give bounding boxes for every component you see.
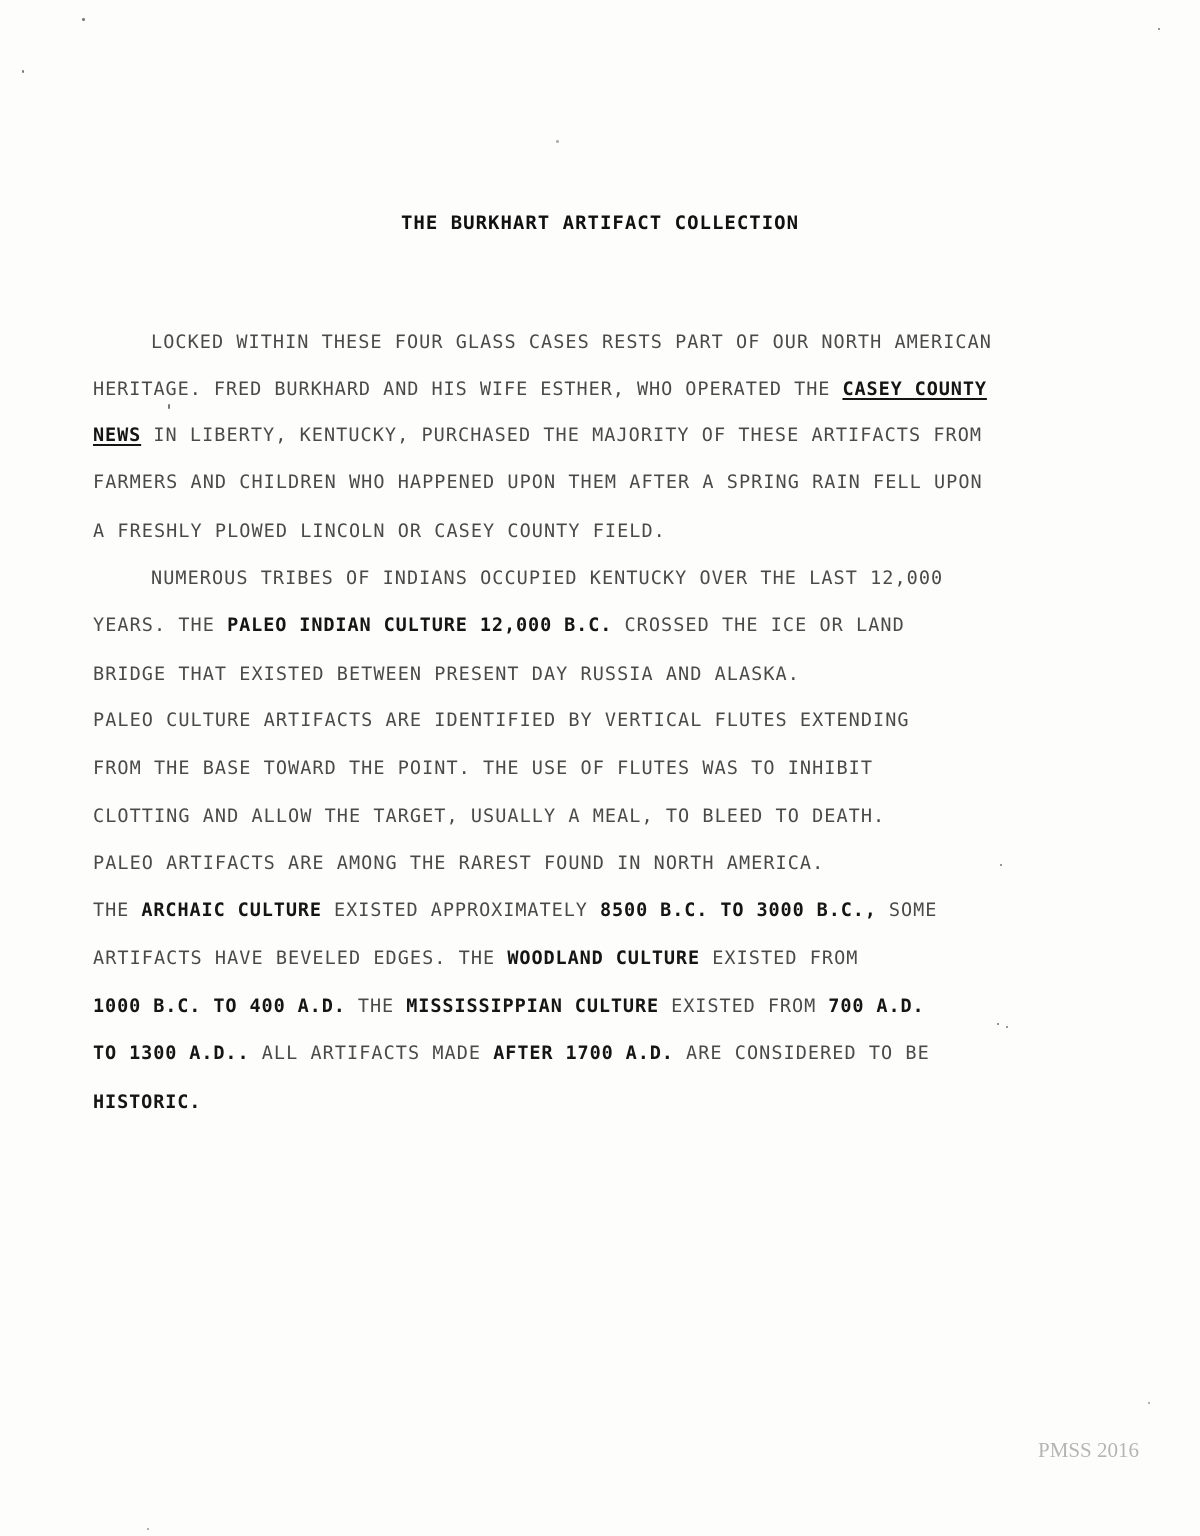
scan-speck — [1148, 1402, 1150, 1404]
text-line — [93, 995, 925, 1019]
text-line — [93, 1042, 930, 1066]
bold-term: ARCHAIC CULTURE — [141, 900, 322, 921]
text-run: YEARS. THE — [93, 615, 228, 636]
text-run: FROM THE BASE TOWARD THE POINT. THE USE OF FLUTES WAS TO INHIBIT — [93, 758, 874, 779]
text-run: CLOTTING AND ALLOW THE TARGET, USUALLY A MEAL, TO BLEED TO DEATH. — [93, 806, 886, 827]
text-run: EXISTED APPROXIMATELY — [321, 900, 600, 921]
text-run: CROSSED THE ICE OR LAND — [612, 615, 905, 636]
bold-term: 8500 B.C. TO 3000 B.C., — [599, 900, 877, 921]
text-line — [93, 424, 982, 448]
bold-term: TO 1300 A.D.. — [93, 1043, 250, 1064]
text-line — [93, 520, 666, 544]
newspaper-name: NEWS — [93, 425, 142, 446]
document-title: THE BURKHART ARTIFACT COLLECTION — [400, 212, 800, 234]
bold-term: 700 A.D. — [828, 996, 925, 1017]
text-run: HERITAGE. FRED BURKHARD AND HIS WIFE ESTHER, WHO OPERATED THE — [93, 379, 843, 400]
scan-speck — [1006, 1026, 1008, 1028]
text-line — [93, 805, 885, 829]
text-run: ARE CONSIDERED TO BE — [673, 1043, 930, 1064]
text-line — [151, 567, 943, 591]
scan-speck — [22, 70, 24, 73]
scan-speck — [1000, 864, 1002, 866]
bold-term: MISSISSIPPIAN CULTURE — [406, 996, 660, 1017]
text-line — [93, 663, 800, 687]
scan-speck — [997, 1023, 999, 1025]
bold-term: HISTORIC. — [93, 1092, 202, 1113]
scan-speck — [1158, 28, 1160, 30]
text-run: PALEO CULTURE ARTIFACTS ARE IDENTIFIED BY VERTICAL FLUTES EXTENDING — [93, 710, 910, 731]
text-line — [93, 709, 910, 733]
text-line — [93, 1091, 201, 1115]
text-run: NUMEROUS TRIBES OF INDIANS OCCUPIED KENTUCKY OVER THE LAST 12,000 — [151, 568, 944, 589]
text-line — [93, 471, 983, 495]
text-line — [93, 378, 987, 402]
scan-speck — [147, 1528, 149, 1530]
text-run: LOCKED WITHIN THESE FOUR GLASS CASES RESTS PART OF OUR NORTH AMERICAN — [151, 332, 992, 353]
scan-speck — [168, 404, 170, 409]
bold-term: AFTER 1700 A.D. — [493, 1043, 674, 1064]
text-line — [151, 331, 992, 355]
text-run: THE — [345, 996, 407, 1017]
archive-stamp: PMSS 2016 — [1038, 1438, 1139, 1462]
text-run: EXISTED FROM — [700, 948, 859, 969]
newspaper-name: CASEY COUNTY — [842, 379, 987, 400]
text-run: THE — [93, 900, 142, 921]
bold-term: PALEO INDIAN CULTURE 12,000 B.C. — [227, 615, 613, 636]
text-run: BRIDGE THAT EXISTED BETWEEN PRESENT DAY RUSSIA AND ALASKA. — [93, 664, 800, 685]
text-line — [93, 899, 937, 923]
bold-term: WOODLAND CULTURE — [507, 948, 700, 969]
text-run: ALL ARTIFACTS MADE — [249, 1043, 494, 1064]
text-run: EXISTED FROM — [659, 996, 829, 1017]
text-run: IN LIBERTY, KENTUCKY, PURCHASED THE MAJORITY OF THESE ARTIFACTS FROM — [141, 425, 983, 446]
scan-speck — [82, 18, 85, 21]
text-line — [93, 614, 905, 638]
text-run: FARMERS AND CHILDREN WHO HAPPENED UPON THEM AFTER A SPRING RAIN FELL UPON — [93, 472, 983, 493]
text-line — [93, 947, 858, 971]
text-run: A FRESHLY PLOWED LINCOLN OR CASEY COUNTY FIELD. — [93, 521, 666, 542]
text-line — [93, 757, 873, 781]
text-line — [93, 852, 824, 876]
scan-speck — [556, 140, 559, 143]
text-run: SOME — [876, 900, 938, 921]
text-run: ARTIFACTS HAVE BEVELED EDGES. THE — [93, 948, 508, 969]
bold-term: 1000 B.C. TO 400 A.D. — [93, 996, 346, 1017]
text-run: PALEO ARTIFACTS ARE AMONG THE RAREST FOUND IN NORTH AMERICA. — [93, 853, 825, 874]
